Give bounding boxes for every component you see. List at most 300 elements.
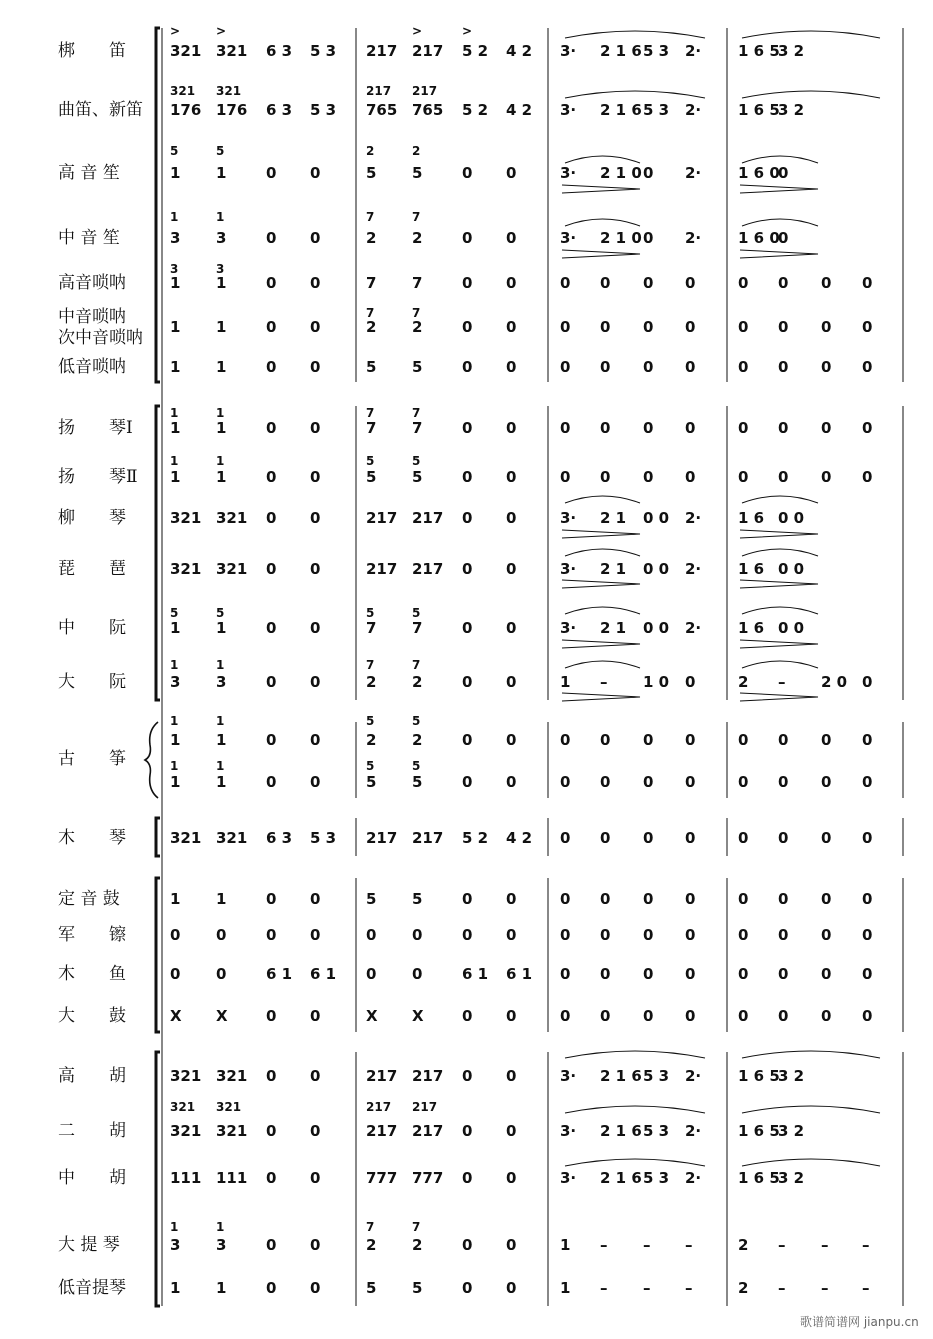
note-cell: 0 [506, 1169, 517, 1187]
note-cell: 217 [366, 509, 398, 527]
slur [565, 1106, 705, 1113]
note-cell: 4 2 [506, 101, 533, 119]
note-cell: 0 [266, 1067, 277, 1085]
note-cell: 0 [506, 318, 517, 336]
note-cell: – [685, 1279, 693, 1297]
note-cell: 0 [266, 1236, 277, 1254]
slur [565, 1051, 705, 1058]
slur [565, 91, 705, 98]
instrument-label: 低音唢呐 [58, 357, 126, 377]
note-cell: 5 3 [310, 829, 337, 847]
note-cell: 0 [685, 274, 696, 292]
note-cell: 1 0 [643, 673, 670, 691]
note-cell: 0 [600, 731, 611, 749]
note-cell: 0 [266, 1122, 277, 1140]
note-cell: 5 3 [310, 101, 337, 119]
note-cell: 0 [506, 560, 517, 578]
note-cell: 0 [266, 890, 277, 908]
note-cell: 0 [266, 358, 277, 376]
note-cell: 5 2 [462, 829, 489, 847]
chord-note: 1 [216, 406, 225, 420]
note-cell: 2· [685, 619, 702, 637]
note-cell: 2 [412, 229, 423, 247]
note-cell: 0 [170, 926, 181, 944]
chord-note: 7 [412, 658, 421, 672]
chord-note: 217 [366, 1100, 392, 1114]
instrument-label: 高 胡 [58, 1066, 126, 1086]
slur [742, 661, 818, 668]
note-cell: 0 [738, 773, 749, 791]
chord-note: 5 [170, 144, 179, 158]
note-cell: 777 [366, 1169, 398, 1187]
note-cell: 2 1 6 [600, 1067, 642, 1085]
chord-note: 217 [366, 84, 392, 98]
note-cell: 0 [506, 229, 517, 247]
note-cell: 2· [685, 1067, 702, 1085]
note-cell: 0 [266, 926, 277, 944]
note-cell: 2 [366, 731, 377, 749]
chord-note: 1 [216, 454, 225, 468]
note-cell: 2 [738, 1236, 749, 1254]
chord-note: 5 [412, 454, 421, 468]
note-cell: 217 [366, 42, 398, 60]
note-cell: 0 [643, 890, 654, 908]
chord-note: 1 [170, 454, 179, 468]
note-cell: 0 [685, 468, 696, 486]
note-cell: 321 [170, 509, 202, 527]
note-cell: 0 [778, 358, 789, 376]
note-cell: 217 [366, 560, 398, 578]
note-cell: 321 [216, 560, 248, 578]
note-cell: X [170, 1007, 182, 1025]
note-cell: 3 [216, 673, 227, 691]
note-cell: 3 2 [778, 1122, 805, 1140]
note-cell: 0 [821, 468, 832, 486]
note-cell: 0 [685, 1007, 696, 1025]
decrescendo-hairpin [562, 693, 640, 701]
note-cell: 2 1 [600, 560, 627, 578]
note-cell: 0 [216, 926, 227, 944]
note-cell: 1 [170, 468, 181, 486]
chord-note: > [216, 24, 227, 38]
note-cell: 3 [170, 229, 181, 247]
note-cell: 217 [366, 1067, 398, 1085]
note-cell: 0 [778, 318, 789, 336]
note-cell: 0 [266, 673, 277, 691]
slur [742, 549, 818, 556]
note-cell: 0 [685, 890, 696, 908]
note-cell: 0 [685, 318, 696, 336]
note-cell: 321 [170, 829, 202, 847]
note-cell: – [685, 1236, 693, 1254]
note-cell: 2 [412, 673, 423, 691]
note-cell: 0 [462, 926, 473, 944]
note-cell: 3· [560, 42, 577, 60]
note-cell: 1 6 [738, 619, 765, 637]
note-cell: 0 [462, 274, 473, 292]
note-cell: 0 [685, 965, 696, 983]
note-cell: 0 [462, 1007, 473, 1025]
bracket-winds [156, 28, 160, 382]
slur [565, 1159, 705, 1166]
note-cell: 0 [462, 619, 473, 637]
chord-note: 217 [412, 1100, 438, 1114]
instrument-label: 大 阮 [58, 672, 126, 692]
note-cell: 0 0 [778, 560, 805, 578]
note-cell: 0 [862, 673, 873, 691]
note-cell: 0 [685, 926, 696, 944]
note-cell: 2 1 0 [600, 164, 642, 182]
chord-note: 3 [216, 262, 225, 276]
note-cell: 0 [506, 358, 517, 376]
note-cell: 5 [366, 1279, 377, 1297]
note-cell: 0 [778, 468, 789, 486]
instrument-label: 定 音 鼓 [58, 889, 120, 909]
note-cell: 777 [412, 1169, 444, 1187]
note-cell: 0 [310, 318, 321, 336]
note-cell: 0 [778, 965, 789, 983]
note-cell: – [600, 673, 608, 691]
note-cell: 0 [600, 965, 611, 983]
note-cell: 0 [462, 318, 473, 336]
instrument-label: 木 鱼 [58, 964, 126, 984]
chord-note: 7 [366, 1220, 375, 1234]
chord-note: 321 [216, 84, 242, 98]
note-cell: 0 [366, 965, 377, 983]
note-cell: 0 [685, 773, 696, 791]
note-cell: 0 [738, 1007, 749, 1025]
note-cell: 2· [685, 101, 702, 119]
note-cell: 0 [560, 890, 571, 908]
note-cell: 321 [170, 1067, 202, 1085]
note-cell: 6 1 [462, 965, 489, 983]
chord-note: > [462, 24, 473, 38]
note-cell: 2 1 [600, 509, 627, 527]
note-cell: 0 [560, 468, 571, 486]
instrument-label: 高音唢呐 [58, 273, 126, 293]
note-cell: 0 [506, 164, 517, 182]
note-cell: 5 [412, 1279, 423, 1297]
note-cell: 0 [778, 1007, 789, 1025]
bracket-percussion [156, 878, 160, 1032]
note-cell: 1 [170, 619, 181, 637]
note-cell: 0 [862, 829, 873, 847]
note-cell: 1 6 [738, 509, 765, 527]
note-cell: 0 [266, 1007, 277, 1025]
note-cell: 0 [462, 1169, 473, 1187]
note-cell: 1 6 0 [738, 164, 780, 182]
slur [742, 1159, 880, 1166]
note-cell: 0 [366, 926, 377, 944]
note-cell: 0 [643, 731, 654, 749]
slurs-layer [562, 31, 880, 1166]
slur [742, 91, 880, 98]
note-cell: 1 [560, 673, 571, 691]
chord-note: 1 [216, 714, 225, 728]
note-cell: 0 [266, 164, 277, 182]
note-cell: 1 [560, 1279, 571, 1297]
chord-note: 2 [366, 144, 375, 158]
instrument-label: 中 阮 [58, 618, 126, 638]
note-cell: 0 [506, 731, 517, 749]
note-cell: – [778, 1236, 786, 1254]
note-cell: 3 2 [778, 1067, 805, 1085]
note-cell: 0 [560, 829, 571, 847]
note-cell: 1 6 5 [738, 42, 780, 60]
note-cell: 6 1 [310, 965, 337, 983]
note-cell: 0 [216, 965, 227, 983]
note-cell: 0 [560, 274, 571, 292]
note-cell: 0 [560, 1007, 571, 1025]
note-cell: 0 [310, 229, 321, 247]
note-cell: 321 [216, 42, 248, 60]
instrument-label: 中 音 笙 [58, 228, 120, 248]
note-cell: 0 [462, 1122, 473, 1140]
note-cell: 3 [216, 229, 227, 247]
chord-note: 321 [170, 1100, 196, 1114]
note-cell: 2 [412, 318, 423, 336]
note-cell: 0 [685, 673, 696, 691]
note-cell: 3· [560, 509, 577, 527]
note-cell: 2 1 6 [600, 42, 642, 60]
note-cell: 0 0 [643, 560, 670, 578]
slur [565, 219, 640, 226]
slur [742, 607, 818, 614]
decrescendo-hairpin [740, 250, 818, 258]
note-cell: 0 [462, 1236, 473, 1254]
note-cell: 0 [643, 773, 654, 791]
note-cell: 0 [506, 890, 517, 908]
instrument-labels [58, 40, 143, 1298]
note-cell: 217 [412, 42, 444, 60]
note-cell: 2 [412, 1236, 423, 1254]
instrument-label: 扬 琴Ⅱ [58, 467, 138, 487]
note-cell: 321 [170, 42, 202, 60]
note-cell: 0 [310, 164, 321, 182]
note-cell: 0 [862, 926, 873, 944]
note-cell: 0 [310, 773, 321, 791]
chord-note: 5 [366, 606, 375, 620]
note-cell: 0 [310, 619, 321, 637]
note-cell: 111 [170, 1169, 202, 1187]
note-cell: 0 [266, 509, 277, 527]
note-cell: X [216, 1007, 228, 1025]
note-cell: 0 [266, 318, 277, 336]
note-cell: 0 [685, 731, 696, 749]
chord-note: 1 [170, 1220, 179, 1234]
instrument-label: 大 提 琴 [58, 1235, 120, 1255]
note-cell: 0 [643, 468, 654, 486]
slur [742, 31, 880, 38]
note-cell: – [778, 1279, 786, 1297]
note-cell: 5 [366, 468, 377, 486]
note-cell: 1 [216, 274, 227, 292]
note-cell: – [821, 1236, 829, 1254]
note-cell: 1 [170, 731, 181, 749]
note-cell: 0 [310, 419, 321, 437]
note-cell: 0 [310, 509, 321, 527]
note-cell: 0 [643, 1007, 654, 1025]
note-cell: 0 [462, 164, 473, 182]
note-cell: 0 [778, 164, 789, 182]
note-cell: 0 [506, 1236, 517, 1254]
note-cell: 0 [560, 318, 571, 336]
note-cell: 3 2 [778, 1169, 805, 1187]
note-cell: 0 [738, 829, 749, 847]
note-cell: 7 [366, 419, 377, 437]
chord-note: > [412, 24, 423, 38]
note-cell: 1 [216, 468, 227, 486]
note-cell: 0 [821, 890, 832, 908]
note-cell: 2 [738, 1279, 749, 1297]
note-cell: 1 [170, 890, 181, 908]
note-cell: 0 [462, 731, 473, 749]
note-cell: 7 [366, 274, 377, 292]
note-cell: 2 [366, 318, 377, 336]
note-cell: 0 [862, 274, 873, 292]
bracket-plucked [156, 406, 160, 700]
note-cell: 7 [366, 619, 377, 637]
note-cell: 0 [821, 731, 832, 749]
note-cell: 0 [738, 468, 749, 486]
decrescendo-hairpin [740, 693, 818, 701]
note-cell: 3· [560, 1067, 577, 1085]
chord-note: 7 [366, 406, 375, 420]
chord-note: 7 [412, 306, 421, 320]
note-cell: 5 2 [462, 42, 489, 60]
note-cell: 2 [366, 229, 377, 247]
note-cell: 2· [685, 1169, 702, 1187]
decrescendo-hairpin [562, 185, 640, 193]
note-cell: 0 [266, 468, 277, 486]
note-cell: 0 [778, 773, 789, 791]
instrument-label: 扬 琴Ⅰ [58, 418, 133, 438]
note-cell: 2· [685, 229, 702, 247]
note-cell: 0 [412, 926, 423, 944]
decrescendo-hairpin [740, 640, 818, 648]
note-cell: 0 [462, 358, 473, 376]
chord-note: 1 [216, 658, 225, 672]
instrument-label: 梆 笛 [58, 41, 126, 61]
note-cell: 321 [216, 509, 248, 527]
note-cell: 1 [216, 731, 227, 749]
note-cell: 3· [560, 164, 577, 182]
note-cell: X [412, 1007, 424, 1025]
brace-guzheng [145, 722, 158, 798]
note-cell: 5 [412, 358, 423, 376]
instrument-label: 中 胡 [58, 1168, 126, 1188]
note-cell: 0 [738, 358, 749, 376]
note-cell: 217 [366, 829, 398, 847]
note-cell: 1 [170, 419, 181, 437]
note-cell: 2 1 0 [600, 229, 642, 247]
note-cell: 2· [685, 509, 702, 527]
note-cell: 321 [170, 1122, 202, 1140]
note-cell: 0 [266, 274, 277, 292]
note-cell: 2· [685, 560, 702, 578]
note-cell: 0 [862, 773, 873, 791]
note-cell: X [366, 1007, 378, 1025]
instrument-label: 大 鼓 [58, 1006, 126, 1026]
note-cell: 0 [266, 619, 277, 637]
note-cell: 0 [600, 318, 611, 336]
notes-layer [170, 24, 872, 1297]
note-cell: 0 [600, 829, 611, 847]
note-cell: 2 [738, 673, 749, 691]
note-cell: 0 [506, 274, 517, 292]
chord-note: 1 [216, 1220, 225, 1234]
note-cell: 0 [462, 229, 473, 247]
note-cell: 0 [310, 274, 321, 292]
decrescendo-hairpin [562, 530, 640, 538]
note-cell: 0 [310, 1279, 321, 1297]
note-cell: 0 [506, 468, 517, 486]
note-cell: 0 [560, 731, 571, 749]
note-cell: 4 2 [506, 42, 533, 60]
note-cell: 3 [216, 1236, 227, 1254]
note-cell: 0 [862, 358, 873, 376]
note-cell: 5 3 [643, 101, 670, 119]
note-cell: 0 [738, 274, 749, 292]
chord-note: 5 [366, 759, 375, 773]
chord-note: 217 [412, 84, 438, 98]
note-cell: 0 [778, 419, 789, 437]
note-cell: 321 [216, 1122, 248, 1140]
note-cell: 5 [412, 468, 423, 486]
note-cell: 5 3 [643, 1067, 670, 1085]
note-cell: 0 [778, 274, 789, 292]
note-cell: 0 [600, 926, 611, 944]
note-cell: 0 [643, 829, 654, 847]
note-cell: 0 [643, 965, 654, 983]
chord-note: 1 [216, 210, 225, 224]
note-cell: 3· [560, 619, 577, 637]
note-cell: 5 3 [643, 42, 670, 60]
slur [565, 496, 640, 503]
instrument-label: 次中音唢呐 [58, 328, 143, 348]
instrument-label: 古 筝 [58, 749, 126, 769]
note-cell: 0 [506, 419, 517, 437]
chord-note: 5 [366, 454, 375, 468]
note-cell: 0 [462, 468, 473, 486]
note-cell: 0 [560, 926, 571, 944]
note-cell: 5 [366, 358, 377, 376]
note-cell: 3 [170, 1236, 181, 1254]
note-cell: 0 [600, 419, 611, 437]
note-cell: 5 [412, 890, 423, 908]
decrescendo-hairpin [740, 580, 818, 588]
note-cell: – [862, 1236, 870, 1254]
note-cell: 1 6 5 [738, 101, 780, 119]
note-cell: 217 [366, 1122, 398, 1140]
note-cell: 0 0 [643, 509, 670, 527]
note-cell: 1 6 5 [738, 1067, 780, 1085]
note-cell: 5 3 [643, 1169, 670, 1187]
instrument-label: 木 琴 [58, 828, 126, 848]
note-cell: 1 [170, 274, 181, 292]
note-cell: 321 [216, 829, 248, 847]
note-cell: 0 [778, 229, 789, 247]
note-cell: 0 [685, 419, 696, 437]
chord-note: 7 [366, 658, 375, 672]
note-cell: 0 [310, 358, 321, 376]
note-cell: – [600, 1279, 608, 1297]
note-cell: 0 [310, 731, 321, 749]
note-cell: 5 [366, 164, 377, 182]
slur [742, 496, 818, 503]
note-cell: 0 [738, 965, 749, 983]
note-cell: 1 [216, 164, 227, 182]
